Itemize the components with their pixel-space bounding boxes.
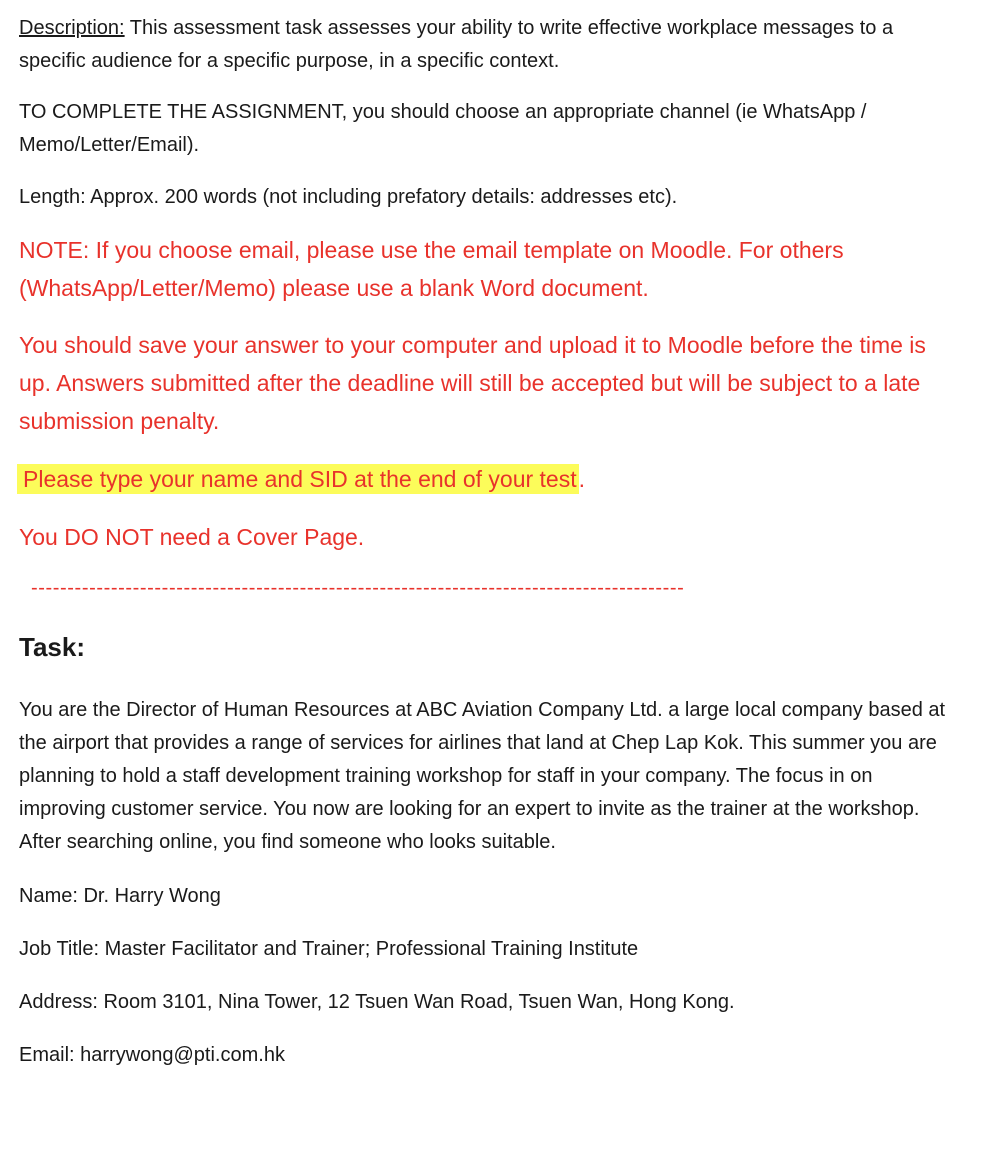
task-heading: Task: <box>19 632 85 662</box>
description-label: Description: <box>19 17 125 39</box>
name-sid-period: . <box>578 466 585 492</box>
description-text: This assessment task assesses your ability to write effective workplace messages to a specific audience for a specific purpose, in a specific context. <box>19 17 894 72</box>
task-scenario-paragraph: You are the Director of Human Resources at ABC Aviation Company Ltd. a large local company based at the airport that provides a range of services for airlines that land at Chep Lap Kok. This summer you are planning to hold a staff development training workshop for staff in your company. The focus in on improving customer service. You now are looking for an expert to invite as the trainer at the workshop. After searching online, you find someone who looks suitable. <box>19 699 946 853</box>
contact-email: Email: harrywong@pti.com.hk <box>19 1044 285 1066</box>
complete-assignment-paragraph: TO COMPLETE THE ASSIGNMENT, you should choose an appropriate channel (ie WhatsApp / Memo/Letter/Email). <box>19 101 867 156</box>
save-upload-paragraph: You should save your answer to your computer and upload it to Moodle before the time is up. Answers submitted after the deadline will still be accepted but will be subject to a late submission penalty. <box>19 332 926 434</box>
name-sid-highlight: Please type your name and SID at the end of your test <box>17 464 579 494</box>
document-page <box>19 12 949 1072</box>
contact-name: Name: Dr. Harry Wong <box>19 885 221 907</box>
no-cover-page-paragraph: You DO NOT need a Cover Page. <box>19 524 365 550</box>
note-email-paragraph: NOTE: If you choose email, please use the email template on Moodle. For others (WhatsApp/Letter/Memo) please use a blank Word document. <box>19 237 844 301</box>
section-divider: ------------------------------------------------------------------------------------------ <box>31 577 685 599</box>
length-paragraph: Length: Approx. 200 words (not including prefatory details: addresses etc). <box>19 186 678 208</box>
contact-job-title: Job Title: Master Facilitator and Trainer; Professional Training Institute <box>19 938 639 960</box>
contact-address: Address: Room 3101, Nina Tower, 12 Tsuen Wan Road, Tsuen Wan, Hong Kong. <box>19 991 735 1013</box>
description-paragraph <box>19 12 949 78</box>
name-sid-paragraph <box>19 460 949 498</box>
